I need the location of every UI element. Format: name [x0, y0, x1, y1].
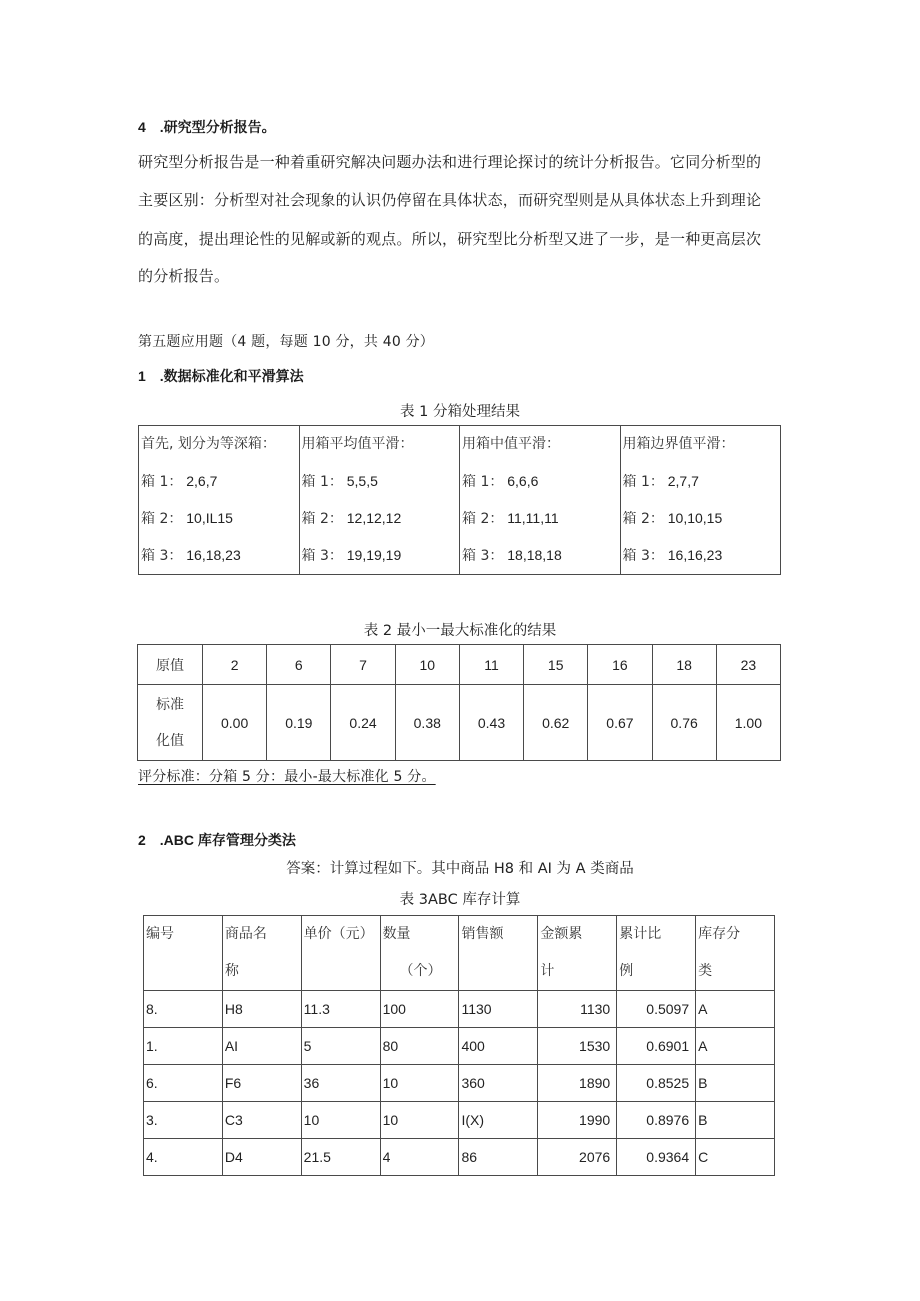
cell-class: A [696, 991, 775, 1028]
table-row [144, 1028, 775, 1065]
table-row [144, 1065, 775, 1102]
normalization-table [137, 644, 781, 761]
cell-ratio: 0.8525 [617, 1065, 696, 1102]
bin-value: 10,IL15 [186, 510, 233, 526]
column-header: 首先, 划分为等深箱： [141, 436, 276, 452]
cell-id: 3. [144, 1102, 223, 1139]
cell-class: A [696, 1028, 775, 1065]
q2-heading: 2 .ABC 库存管理分类法 [138, 832, 296, 848]
bin-value: 18,18,18 [507, 547, 562, 563]
cell-ratio: 0.9364 [617, 1139, 696, 1176]
original-value: 16 [588, 645, 652, 685]
table-row [138, 685, 781, 761]
normalized-value: 0.19 [267, 685, 331, 761]
column-header: 用箱中值平滑： [462, 436, 560, 452]
table1-column [139, 426, 300, 575]
bin-value: 12,12,12 [346, 510, 402, 526]
bin-value: 2,7,7 [667, 473, 699, 489]
table1-caption: 表 1 分箱处理结果 [400, 404, 520, 420]
bin-value: 19,19,19 [346, 547, 402, 563]
cell-class: B [696, 1102, 775, 1139]
original-value: 2 [203, 645, 267, 685]
column-header: 编号 [144, 916, 223, 991]
column-header: 金额累 计 [538, 916, 617, 991]
original-value: 11 [459, 645, 523, 685]
original-value: 6 [267, 645, 331, 685]
bin-value: 16,16,23 [667, 547, 723, 563]
column-header: 用箱边界值平滑： [622, 436, 735, 452]
bin-label: 箱 3： [462, 548, 504, 564]
cell-sales: 86 [459, 1139, 538, 1176]
normalized-value: 0.67 [588, 685, 652, 761]
bin-value: 11,11,11 [507, 510, 559, 526]
cell-sales: 360 [459, 1065, 538, 1102]
column-header: 销售额 [459, 916, 538, 991]
bin-label: 箱 2： [462, 511, 504, 527]
original-value: 18 [652, 645, 716, 685]
cell-name: H8 [222, 991, 301, 1028]
paragraph-line: 主要区别：分析型对社会现象的认识仍停留在具体状态，而研究型则是从具体状态上升到理论 [138, 191, 762, 209]
cell-price: 10 [301, 1102, 380, 1139]
bin-label: 箱 3： [301, 548, 343, 564]
column-header: 库存分 类 [696, 916, 775, 991]
cell-price: 36 [301, 1065, 380, 1102]
paragraph-line: 的高度，提出理论性的见解或新的观点。所以，研究型比分析型又进了一步，是一种更高层次 [138, 230, 762, 248]
bin-value: 16,18,23 [186, 547, 241, 563]
paragraph-line: 的分析报告。 [138, 267, 230, 285]
table-row [144, 991, 775, 1028]
table3-caption: 表 3ABC 库存计算 [399, 892, 521, 908]
table-header-row [144, 916, 775, 991]
column-header: 数量 （个） [380, 916, 459, 991]
normalized-value: 0.43 [459, 685, 523, 761]
bin-label: 箱 3： [622, 548, 664, 564]
bin-label: 箱 1： [301, 474, 343, 490]
bin-label: 箱 1： [141, 474, 183, 490]
paragraph-line: 研究型分析报告是一种着重研究解决问题办法和进行理论探讨的统计分析报告。它同分析型的 [138, 153, 762, 171]
original-value: 10 [395, 645, 459, 685]
cell-qty: 4 [380, 1139, 459, 1176]
cell-price: 11.3 [301, 991, 380, 1028]
cell-ratio: 0.5097 [617, 991, 696, 1028]
cell-sales: 1130 [459, 991, 538, 1028]
table1-column [620, 426, 781, 575]
cell-cumulative: 1990 [538, 1102, 617, 1139]
cell-id: 8. [144, 991, 223, 1028]
binning-table [138, 425, 781, 575]
cell-name: F6 [222, 1065, 301, 1102]
section-4-heading: 4 .研究型分析报告。 [138, 119, 276, 135]
column-header: 累计比 例 [617, 916, 696, 991]
cell-name: D4 [222, 1139, 301, 1176]
cell-cumulative: 1530 [538, 1028, 617, 1065]
normalized-value: 0.76 [652, 685, 716, 761]
normalized-value: 1.00 [716, 685, 780, 761]
cell-qty: 100 [380, 991, 459, 1028]
normalized-value: 0.38 [395, 685, 459, 761]
cell-name: AI [222, 1028, 301, 1065]
section-5-title: 第五题应用题（4 题，每题 10 分，共 40 分） [138, 334, 434, 350]
grading-criteria: 评分标准：分箱 5 分：最小-最大标准化 5 分。 [138, 769, 436, 785]
cell-ratio: 0.8976 [617, 1102, 696, 1139]
cell-cumulative: 2076 [538, 1139, 617, 1176]
cell-price: 5 [301, 1028, 380, 1065]
bin-label: 箱 2： [301, 511, 343, 527]
table-row [138, 645, 781, 685]
original-value: 23 [716, 645, 780, 685]
table-row [144, 1102, 775, 1139]
normalized-value: 0.00 [203, 685, 267, 761]
row-header: 原值 [138, 645, 203, 685]
bin-value: 5,5,5 [346, 473, 378, 489]
cell-ratio: 0.6901 [617, 1028, 696, 1065]
row-header [138, 685, 203, 761]
original-value: 15 [524, 645, 588, 685]
bin-label: 箱 2： [622, 511, 664, 527]
bin-label: 箱 1： [462, 474, 504, 490]
cell-sales: I(X) [459, 1102, 538, 1139]
table2-caption: 表 2 最小一最大标准化的结果 [363, 623, 557, 639]
column-header: 单价（元） [301, 916, 380, 991]
row-header-line: 标准 [156, 696, 184, 713]
cell-sales: 400 [459, 1028, 538, 1065]
bin-value: 6,6,6 [507, 473, 539, 489]
cell-price: 21.5 [301, 1139, 380, 1176]
abc-inventory-table [143, 915, 775, 1176]
table1-column [460, 426, 621, 575]
row-header-line: 化值 [156, 732, 184, 749]
bin-value: 10,10,15 [667, 510, 723, 526]
column-header: 用箱平均值平滑： [301, 436, 414, 452]
normalized-value: 0.24 [331, 685, 395, 761]
original-value: 7 [331, 645, 395, 685]
cell-cumulative: 1890 [538, 1065, 617, 1102]
q1-heading: 1 .数据标准化和平滑算法 [138, 368, 304, 384]
cell-id: 4. [144, 1139, 223, 1176]
cell-class: C [696, 1139, 775, 1176]
cell-name: C3 [222, 1102, 301, 1139]
cell-qty: 10 [380, 1065, 459, 1102]
cell-id: 1. [144, 1028, 223, 1065]
cell-id: 6. [144, 1065, 223, 1102]
cell-qty: 80 [380, 1028, 459, 1065]
bin-label: 箱 3： [141, 548, 183, 564]
normalized-value: 0.62 [524, 685, 588, 761]
bin-label: 箱 1： [622, 474, 664, 490]
table-row [144, 1139, 775, 1176]
bin-label: 箱 2： [141, 511, 183, 527]
cell-cumulative: 1130 [538, 991, 617, 1028]
cell-qty: 10 [380, 1102, 459, 1139]
table1-column [299, 426, 460, 575]
answer-text: 答案：计算过程如下。其中商品 H8 和 AI 为 A 类商品 [286, 861, 634, 877]
bin-value: 2,6,7 [186, 473, 218, 489]
column-header: 商品名 称 [222, 916, 301, 991]
cell-class: B [696, 1065, 775, 1102]
